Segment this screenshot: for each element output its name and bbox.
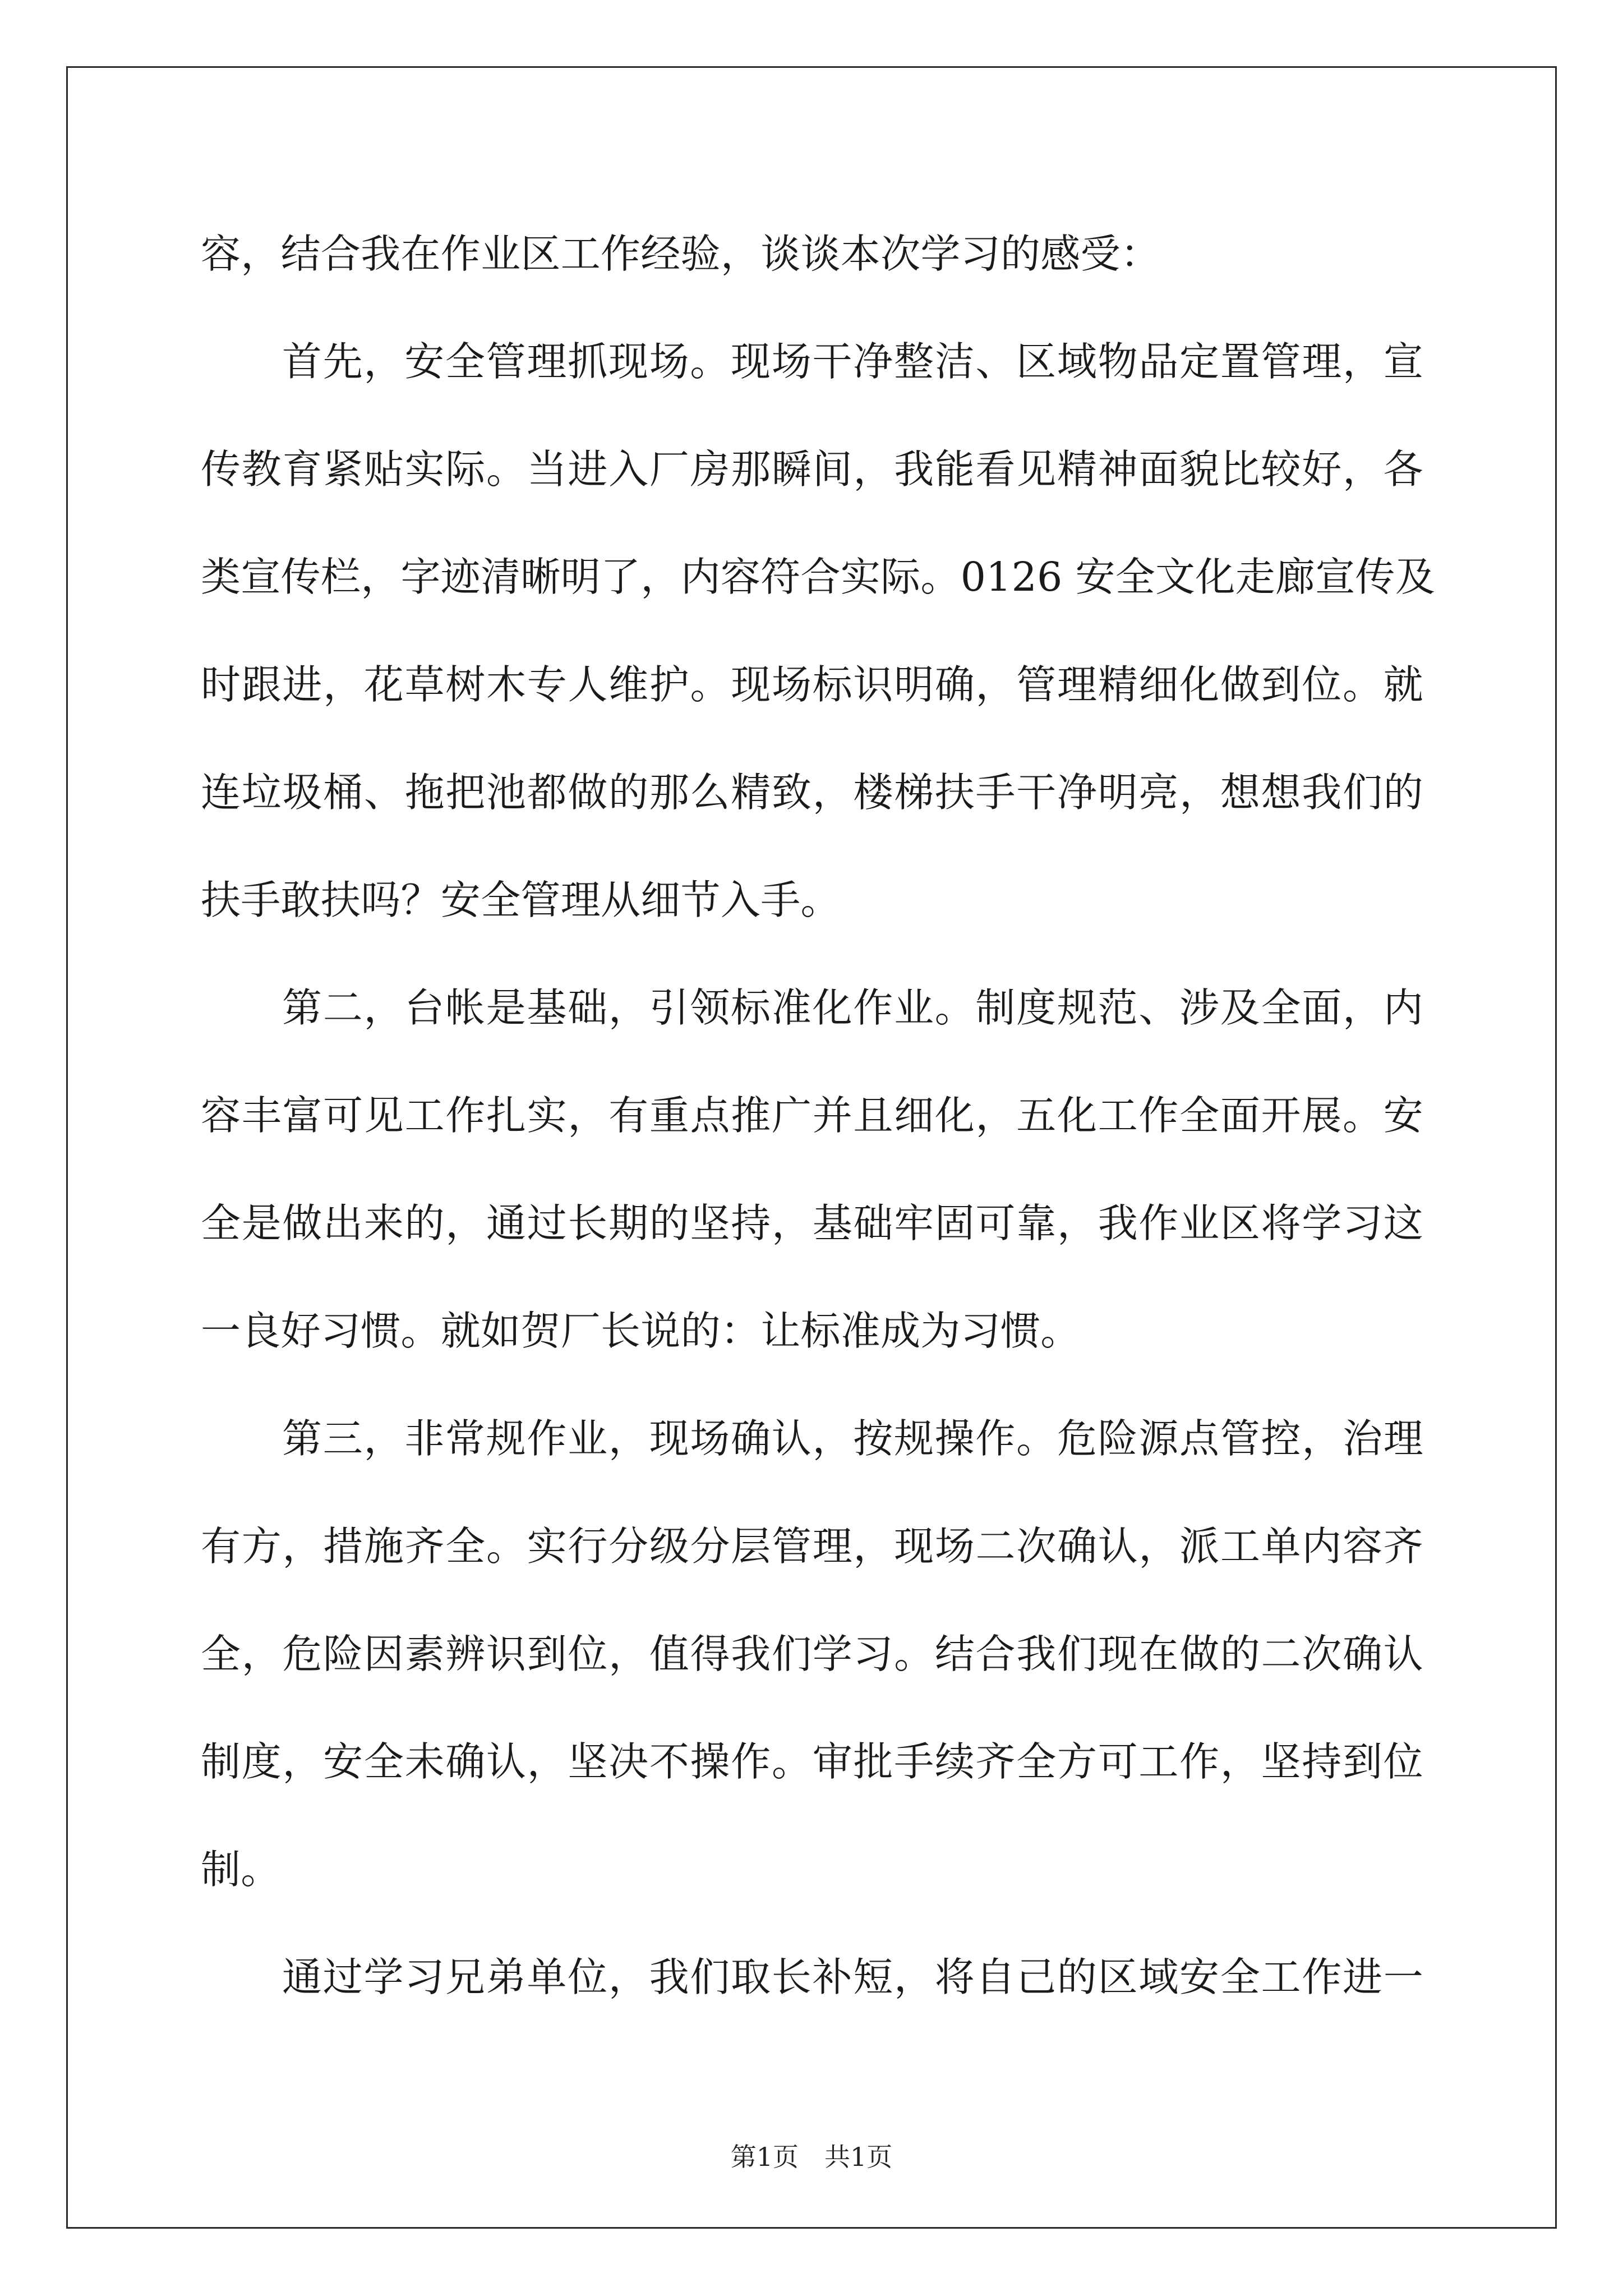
text-line: 制度，安全未确认，坚决不操作。审批手续齐全方可工作，坚持到位 [201, 1738, 1423, 1785]
text-line: 扶手敢扶吗？安全管理从细节入手。 [201, 877, 841, 923]
text-line: 传教育紧贴实际。当进入厂房那瞬间，我能看见精神面貌比较好，各 [201, 446, 1423, 493]
text-line: 第二，台帐是基础，引领标准化作业。制度规范、涉及全面，内 [282, 984, 1423, 1031]
text-line: 全，危险因素辨识到位，值得我们学习。结合我们现在做的二次确认 [201, 1631, 1423, 1677]
text-line: 第三，非常规作业，现场确认，按规操作。危险源点管控，治理 [282, 1415, 1423, 1462]
text-line: 一良好习惯。就如贺厂长说的：让标准成为习惯。 [201, 1308, 1081, 1354]
text-line: 容，结合我在作业区工作经验，谈谈本次学习的感受： [201, 231, 1161, 277]
document-body [201, 200, 1436, 2031]
text-line: 通过学习兄弟单位，我们取长补短，将自己的区域安全工作进一 [282, 1954, 1423, 2000]
text-line: 制。 [201, 1846, 281, 1893]
text-line: 容丰富可见工作扎实，有重点推广并且细化，五化工作全面开展。安 [201, 1092, 1423, 1139]
page-footer: 第1页 共1页 [730, 2142, 893, 2172]
text-line: 首先，安全管理抓现场。现场干净整洁、区域物品定置管理，宣 [282, 338, 1423, 385]
text-line: 有方，措施齐全。实行分级分层管理，现场二次确认，派工单内容齐 [201, 1523, 1423, 1570]
text-line: 类宣传栏，字迹清晰明了，内容符合实际。0126 安全文化走廊宣传及 [201, 554, 1436, 600]
text-line: 全是做出来的，通过长期的坚持，基础牢固可靠，我作业区将学习这 [201, 1200, 1423, 1246]
text-line: 时跟进，花草树木专人维护。现场标识明确，管理精细化做到位。就 [201, 661, 1423, 708]
text-line: 连垃圾桶、拖把池都做的那么精致，楼梯扶手干净明亮，想想我们的 [201, 769, 1423, 816]
